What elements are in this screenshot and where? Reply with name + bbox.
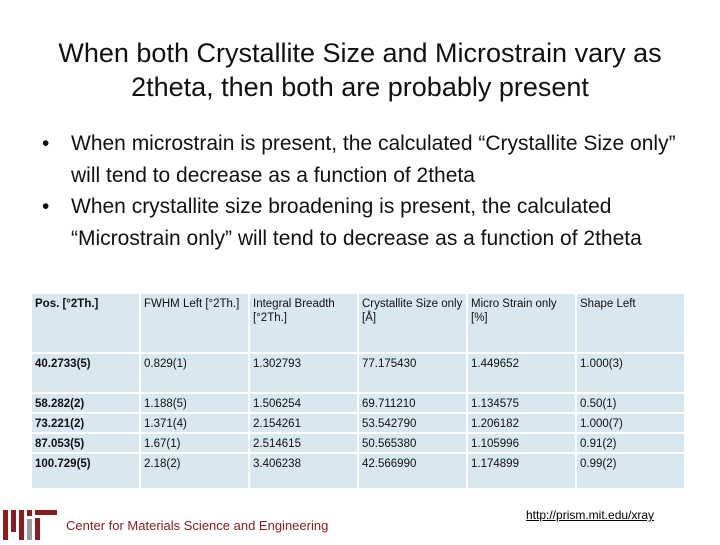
table-cell: 42.566990 <box>359 454 466 488</box>
table-cell: 58.282(2) <box>32 394 139 412</box>
table-cell: 1.105996 <box>468 434 575 452</box>
column-header: Pos. [°2Th.] <box>32 294 139 352</box>
table-cell: 1.188(5) <box>141 394 248 412</box>
mit-logo-graphic <box>3 506 61 540</box>
column-header: Shape Left <box>577 294 684 352</box>
data-table <box>30 292 686 490</box>
department-name: Center for Materials Science and Engineering <box>66 518 329 533</box>
table-cell: 1.506254 <box>250 394 357 412</box>
table-row <box>32 414 684 432</box>
table-cell: 3.406238 <box>250 454 357 488</box>
bullet-text: When microstrain is present, the calculated “Crystallite Size only” will tend to decrease as a function of 2theta <box>71 132 676 187</box>
table-cell: 0.91(2) <box>577 434 684 452</box>
table-cell: 73.221(2) <box>32 414 139 432</box>
table-cell: 40.2733(5) <box>32 354 139 392</box>
column-header: Crystallite Size only [Å] <box>359 294 466 352</box>
table-cell: 77.175430 <box>359 354 466 392</box>
website-link[interactable]: http://prism.mit.edu/xray <box>526 508 655 522</box>
bullet-item <box>42 191 682 254</box>
table-cell: 2.514615 <box>250 434 357 452</box>
table-cell: 1.000(7) <box>577 414 684 432</box>
table-cell: 1.000(3) <box>577 354 684 392</box>
table-cell: 50.565380 <box>359 434 466 452</box>
table-cell: 100.729(5) <box>32 454 139 488</box>
table-cell: 0.829(1) <box>141 354 248 392</box>
bullet-list <box>42 128 682 254</box>
bullet-text: When crystallite size broadening is present, the calculated “Microstrain only” will tend to decrease as a function of 2theta <box>71 195 642 250</box>
table-cell: 53.542790 <box>359 414 466 432</box>
table-header-row <box>32 294 684 352</box>
table-cell: 1.134575 <box>468 394 575 412</box>
table-cell: 2.18(2) <box>141 454 248 488</box>
table-cell: 1.174899 <box>468 454 575 488</box>
table-cell: 69.711210 <box>359 394 466 412</box>
table-row <box>32 394 684 412</box>
table-cell: 1.206182 <box>468 414 575 432</box>
table-cell: 0.50(1) <box>577 394 684 412</box>
table-cell: 1.67(1) <box>141 434 248 452</box>
column-header: Micro Strain only [%] <box>468 294 575 352</box>
table-row <box>32 454 684 488</box>
table-cell: 1.371(4) <box>141 414 248 432</box>
bullet-marker: • <box>42 132 50 155</box>
bullet-marker: • <box>42 195 50 218</box>
table-cell: 0.99(2) <box>577 454 684 488</box>
table-cell: 1.302793 <box>250 354 357 392</box>
table-row <box>32 354 684 392</box>
table-cell: 2.154261 <box>250 414 357 432</box>
bullet-item <box>42 128 682 191</box>
slide-title: When both Crystallite Size and Microstrain vary as 2theta, then both are probably present <box>58 38 662 102</box>
table-cell: 1.449652 <box>468 354 575 392</box>
column-header: FWHM Left [°2Th.] <box>141 294 248 352</box>
table-cell: 87.053(5) <box>32 434 139 452</box>
table-row <box>32 434 684 452</box>
column-header: Integral Breadth [°2Th.] <box>250 294 357 352</box>
mit-logo-icon <box>3 506 61 540</box>
